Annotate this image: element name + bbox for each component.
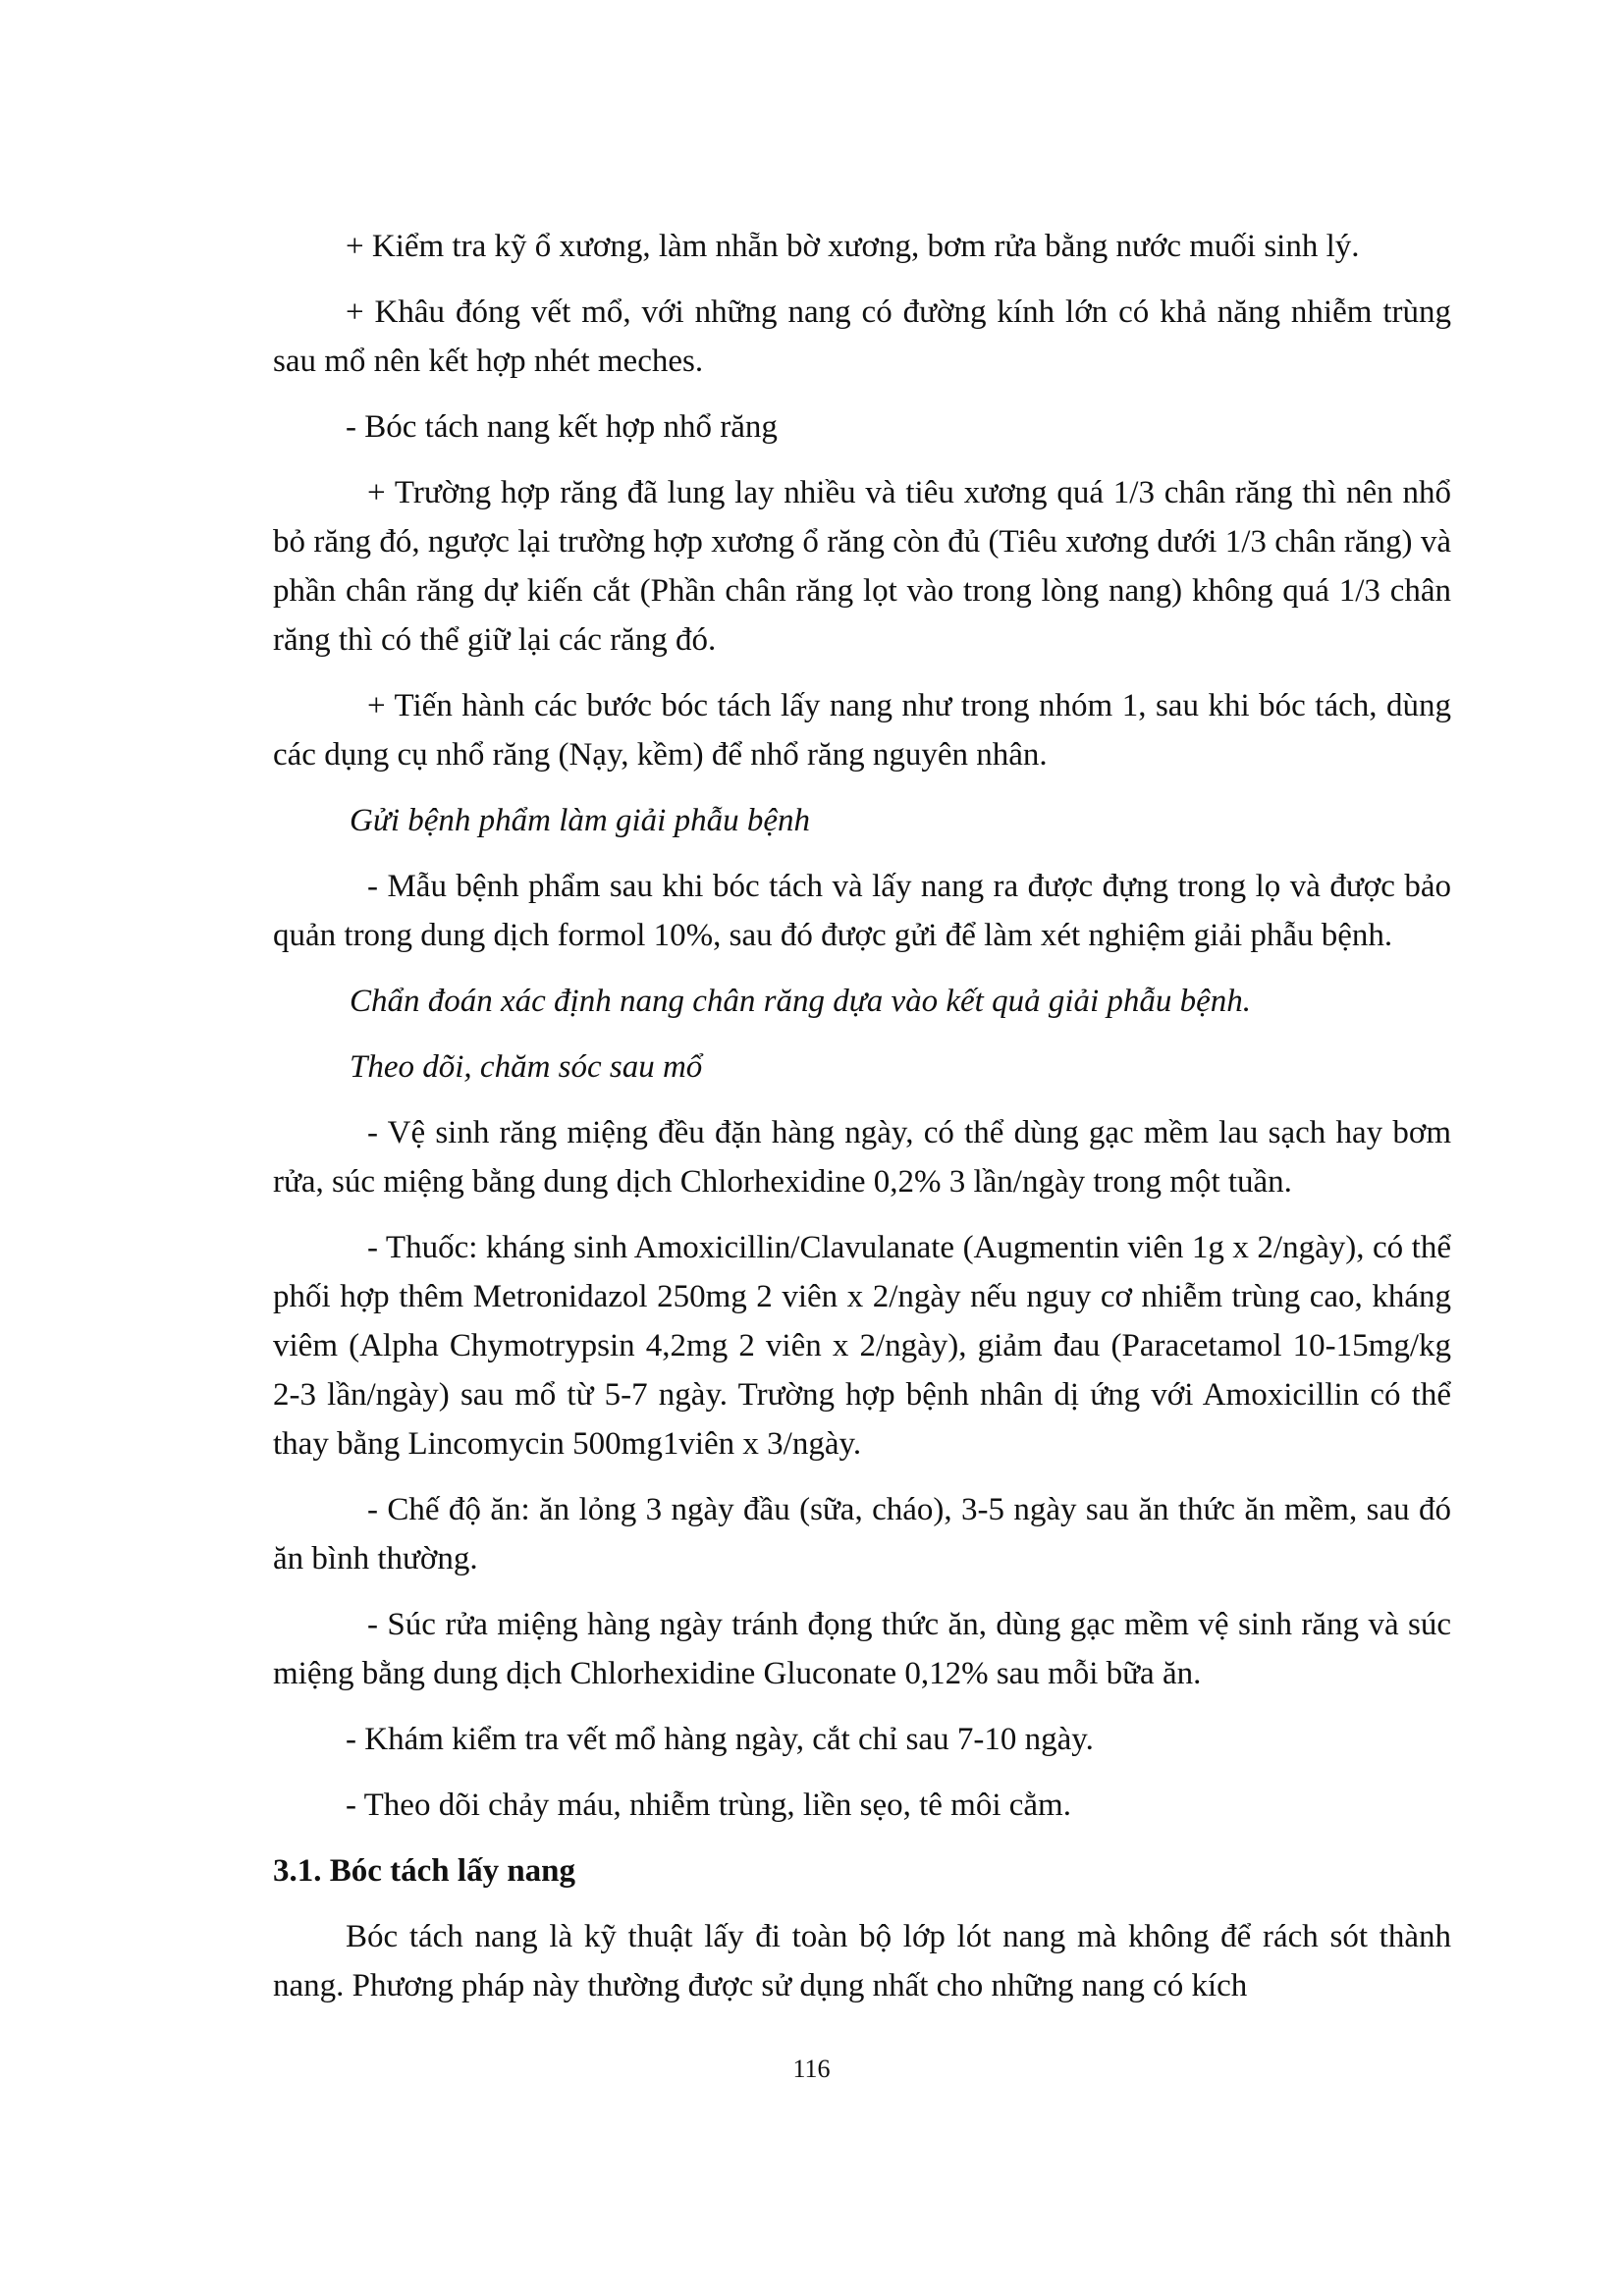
- paragraph-oral-hygiene: - Vệ sinh răng miệng đều đặn hàng ngày, có thể dùng gạc mềm lau sạch hay bơm rửa, súc miệng bằng dung dịch Chlorhexidine 0,2% 3 lần/ngày trong một tuần.: [273, 1115, 1451, 1200]
- subheading-specimen: Gửi bệnh phẩm làm giải phẫu bệnh: [350, 803, 810, 838]
- subheading-postop-care: Theo dõi, chăm sóc sau mổ: [350, 1049, 703, 1085]
- section-heading: 3.1. Bóc tách lấy nang: [273, 1853, 576, 1889]
- paragraph-specimen: - Mẫu bệnh phẩm sau khi bóc tách và lấy nang ra được đựng trong lọ và được bảo quản trong dung dịch formol 10%, sau đó được gửi để làm xét nghiệm giải phẫu bệnh.: [273, 869, 1451, 953]
- paragraph-extraction-heading: - Bóc tách nang kết hợp nhổ răng: [346, 409, 778, 445]
- page-number: 116: [792, 2055, 831, 2083]
- paragraph-wound-closure: + Khâu đóng vết mổ, với những nang có đường kính lớn có khả năng nhiễm trùng sau mổ nên kết hợp nhét meches.: [273, 294, 1451, 379]
- paragraph-medication: - Thuốc: kháng sinh Amoxicillin/Clavulanate (Augmentin viên 1g x 2/ngày), có thể phối hợp thêm Metronidazol 250mg 2 viên x 2/ngày nếu nguy cơ nhiễm trùng cao, kháng viêm (Alpha Chymotrypsin 4,2mg 2 viên x 2/ngày), giảm đau (Paracetamol 10-15mg/kg 2-3 lần/ngày) sau mổ từ 5-7 ngày. Trường hợp bệnh nhân dị ứng với Amoxicillin có thể thay bằng Lincomycin 500mg1viên x 3/ngày.: [273, 1230, 1451, 1462]
- paragraph-diet: - Chế độ ăn: ăn lỏng 3 ngày đầu (sữa, cháo), 3-5 ngày sau ăn thức ăn mềm, sau đó ăn bình thường.: [273, 1492, 1451, 1576]
- paragraph-procedure-steps: + Tiến hành các bước bóc tách lấy nang như trong nhóm 1, sau khi bóc tách, dùng các dụng cụ nhổ răng (Nạy, kềm) để nhổ răng nguyên nhân.: [273, 688, 1451, 773]
- paragraph-monitoring: - Theo dõi chảy máu, nhiễm trùng, liền sẹo, tê môi cằm.: [346, 1788, 1071, 1823]
- paragraph-section-body: Bóc tách nang là kỹ thuật lấy đi toàn bộ lớp lót nang mà không để rách sót thành nang. Phương pháp này thường được sử dụng nhất cho những nang có kích: [273, 1919, 1451, 2003]
- subheading-diagnosis: Chẩn đoán xác định nang chân răng dựa vào kết quả giải phẫu bệnh.: [350, 984, 1252, 1019]
- paragraph-tooth-mobility: + Trường hợp răng đã lung lay nhiều và tiêu xương quá 1/3 chân răng thì nên nhổ bỏ răng đó, ngược lại trường hợp xương ổ răng còn đủ (Tiêu xương dưới 1/3 chân răng) và phần chân răng dự kiến cắt (Phần chân răng lọt vào trong lòng nang) không quá 1/3 chân răng thì có thể giữ lại các răng đó.: [273, 475, 1451, 658]
- text-column: [273, 222, 1451, 2027]
- paragraph-bone-check: + Kiểm tra kỹ ổ xương, làm nhẵn bờ xương, bơm rửa bằng nước muối sinh lý.: [346, 229, 1360, 264]
- paragraph-mouth-rinse: - Súc rửa miệng hàng ngày tránh đọng thức ăn, dùng gạc mềm vệ sinh răng và súc miệng bằng dung dịch Chlorhexidine Gluconate 0,12% sau mỗi bữa ăn.: [273, 1607, 1451, 1691]
- paragraph-wound-check: - Khám kiểm tra vết mổ hàng ngày, cắt chỉ sau 7-10 ngày.: [346, 1722, 1094, 1757]
